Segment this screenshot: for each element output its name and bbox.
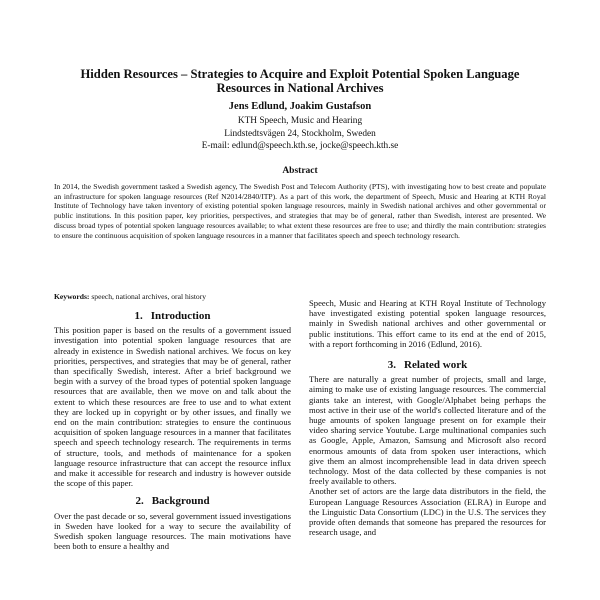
affiliation-email: E-mail: edlund@speech.kth.se, jocke@speech.kth.se	[201, 141, 399, 151]
section-number: 1.	[134, 310, 143, 322]
section-title: Background	[151, 495, 210, 508]
section-heading-related-work	[309, 360, 546, 370]
section-number: 2.	[135, 495, 144, 508]
section-title: Related work	[404, 359, 468, 372]
section-number: 3.	[387, 359, 396, 372]
affiliation-line: KTH Speech, Music and Hearing	[237, 116, 363, 126]
authors: Jens Edlund, Joakim Gustafson	[228, 101, 372, 112]
keywords-line	[54, 292, 294, 301]
section-heading-introduction	[54, 311, 291, 321]
keywords-label: Keywords:	[54, 292, 90, 301]
section-title: Introduction	[150, 310, 211, 322]
keywords-text: speech, national archives, oral history	[91, 292, 207, 301]
left-column	[54, 311, 291, 551]
introduction-text: This position paper is based on the results of a government issued investigation into potential spoken language resources that are already in existence in Swedish national archives. We focus on key priorities, perspectives, and strategies that may be of general, rather than specifically Swedish, interest. After a brief background we begin with a survey of the broad types of potential spoken language resources that are available, then we move on and talk about the extent to which these resources are free to use and to what extent they are locked up in copyright or by other issues, and finally we end on the main contribution: strategies to ensure the continuous acquisition of spoken language resources in a manner that facilitates speech and speech technology research. The requirements in terms of structure, tools, and methods of maintenance for a spoken language resource infrastructure that can accept the resource influx and make it accessible for research and industry is however outside the scope of this paper.	[54, 325, 291, 489]
right-column	[309, 298, 546, 537]
related-work-paragraph-2: Another set of actors are the large data distributors in the field, the European Language Resources Association (ELRA) in Europe and the Linguistic Data Consortium (LDC) in the U.S. The services they provide often demands that someone has prepared the resources for research usage, and	[309, 486, 546, 538]
background-text: Over the past decade or so, several government issued investigations in Sweden have looked for a way to secure the availability of Swedish spoken language resources. The main motivations have been both to ensure a healthy and	[54, 510, 291, 552]
affiliation-block	[100, 115, 500, 153]
background-continuation: Speech, Music and Hearing at KTH Royal Institute of Technology have investigated existing potential spoken language resources, mainly in Swedish national archives and other governmental or public institutions. This effort came to its end at the end of 2015, with a report forthcoming in 2016 (Edlund, 2016).	[309, 298, 546, 349]
related-work-paragraph-1: There are naturally a great number of projects, small and large, aiming to make use of existing language resources. The commercial giants take an interest, with Google/Alphabet being perhaps the most active in their use of the world's collected literature and of the huge amounts of spoken language present on for example their video sharing service Youtube. Large multinational companies such as Google, Apple, Amazon, Samsung and Microsoft also record enormous amounts of data from spoken user interactions, which give them an almost incomprehensible lead in data driven speech technology. Most of the data collected by these companies is not freely available to others.	[309, 374, 546, 487]
page-bottom-fade	[0, 578, 600, 600]
abstract-heading: Abstract	[282, 166, 318, 176]
paper-title: Hidden Resources – Strategies to Acquire and Exploit Potential Spoken Language Resources in National Archives	[80, 67, 520, 95]
section-heading-background	[54, 496, 291, 506]
affiliation-address: Lindstedtsvägen 24, Stockholm, Sweden	[224, 128, 376, 139]
abstract-text: In 2014, the Swedish government tasked a Swedish agency, The Swedish Post and Telecom Authority (PTS), with investigating how to best create and populate an infrastructure for spoken language resources (Ref N2014/2840/ITP). As a part of this work, the department of Speech, Music and Hearing at KTH Royal Institute of Technology have taken inventory of existing potential spoken language resources, mainly in Swedish national archives and other governmental or public institutions. In this position paper, key priorities, perspectives, and strategies that may be of general, rather than Swedish, interest are presented. We discuss broad types of potential spoken language resources available; to what extent these resources are free to use; and thirdly the main contribution: strategies to ensure the continuous acquisition of spoken language resources in a manner that facilitates speech and speech technology research.	[54, 182, 546, 240]
